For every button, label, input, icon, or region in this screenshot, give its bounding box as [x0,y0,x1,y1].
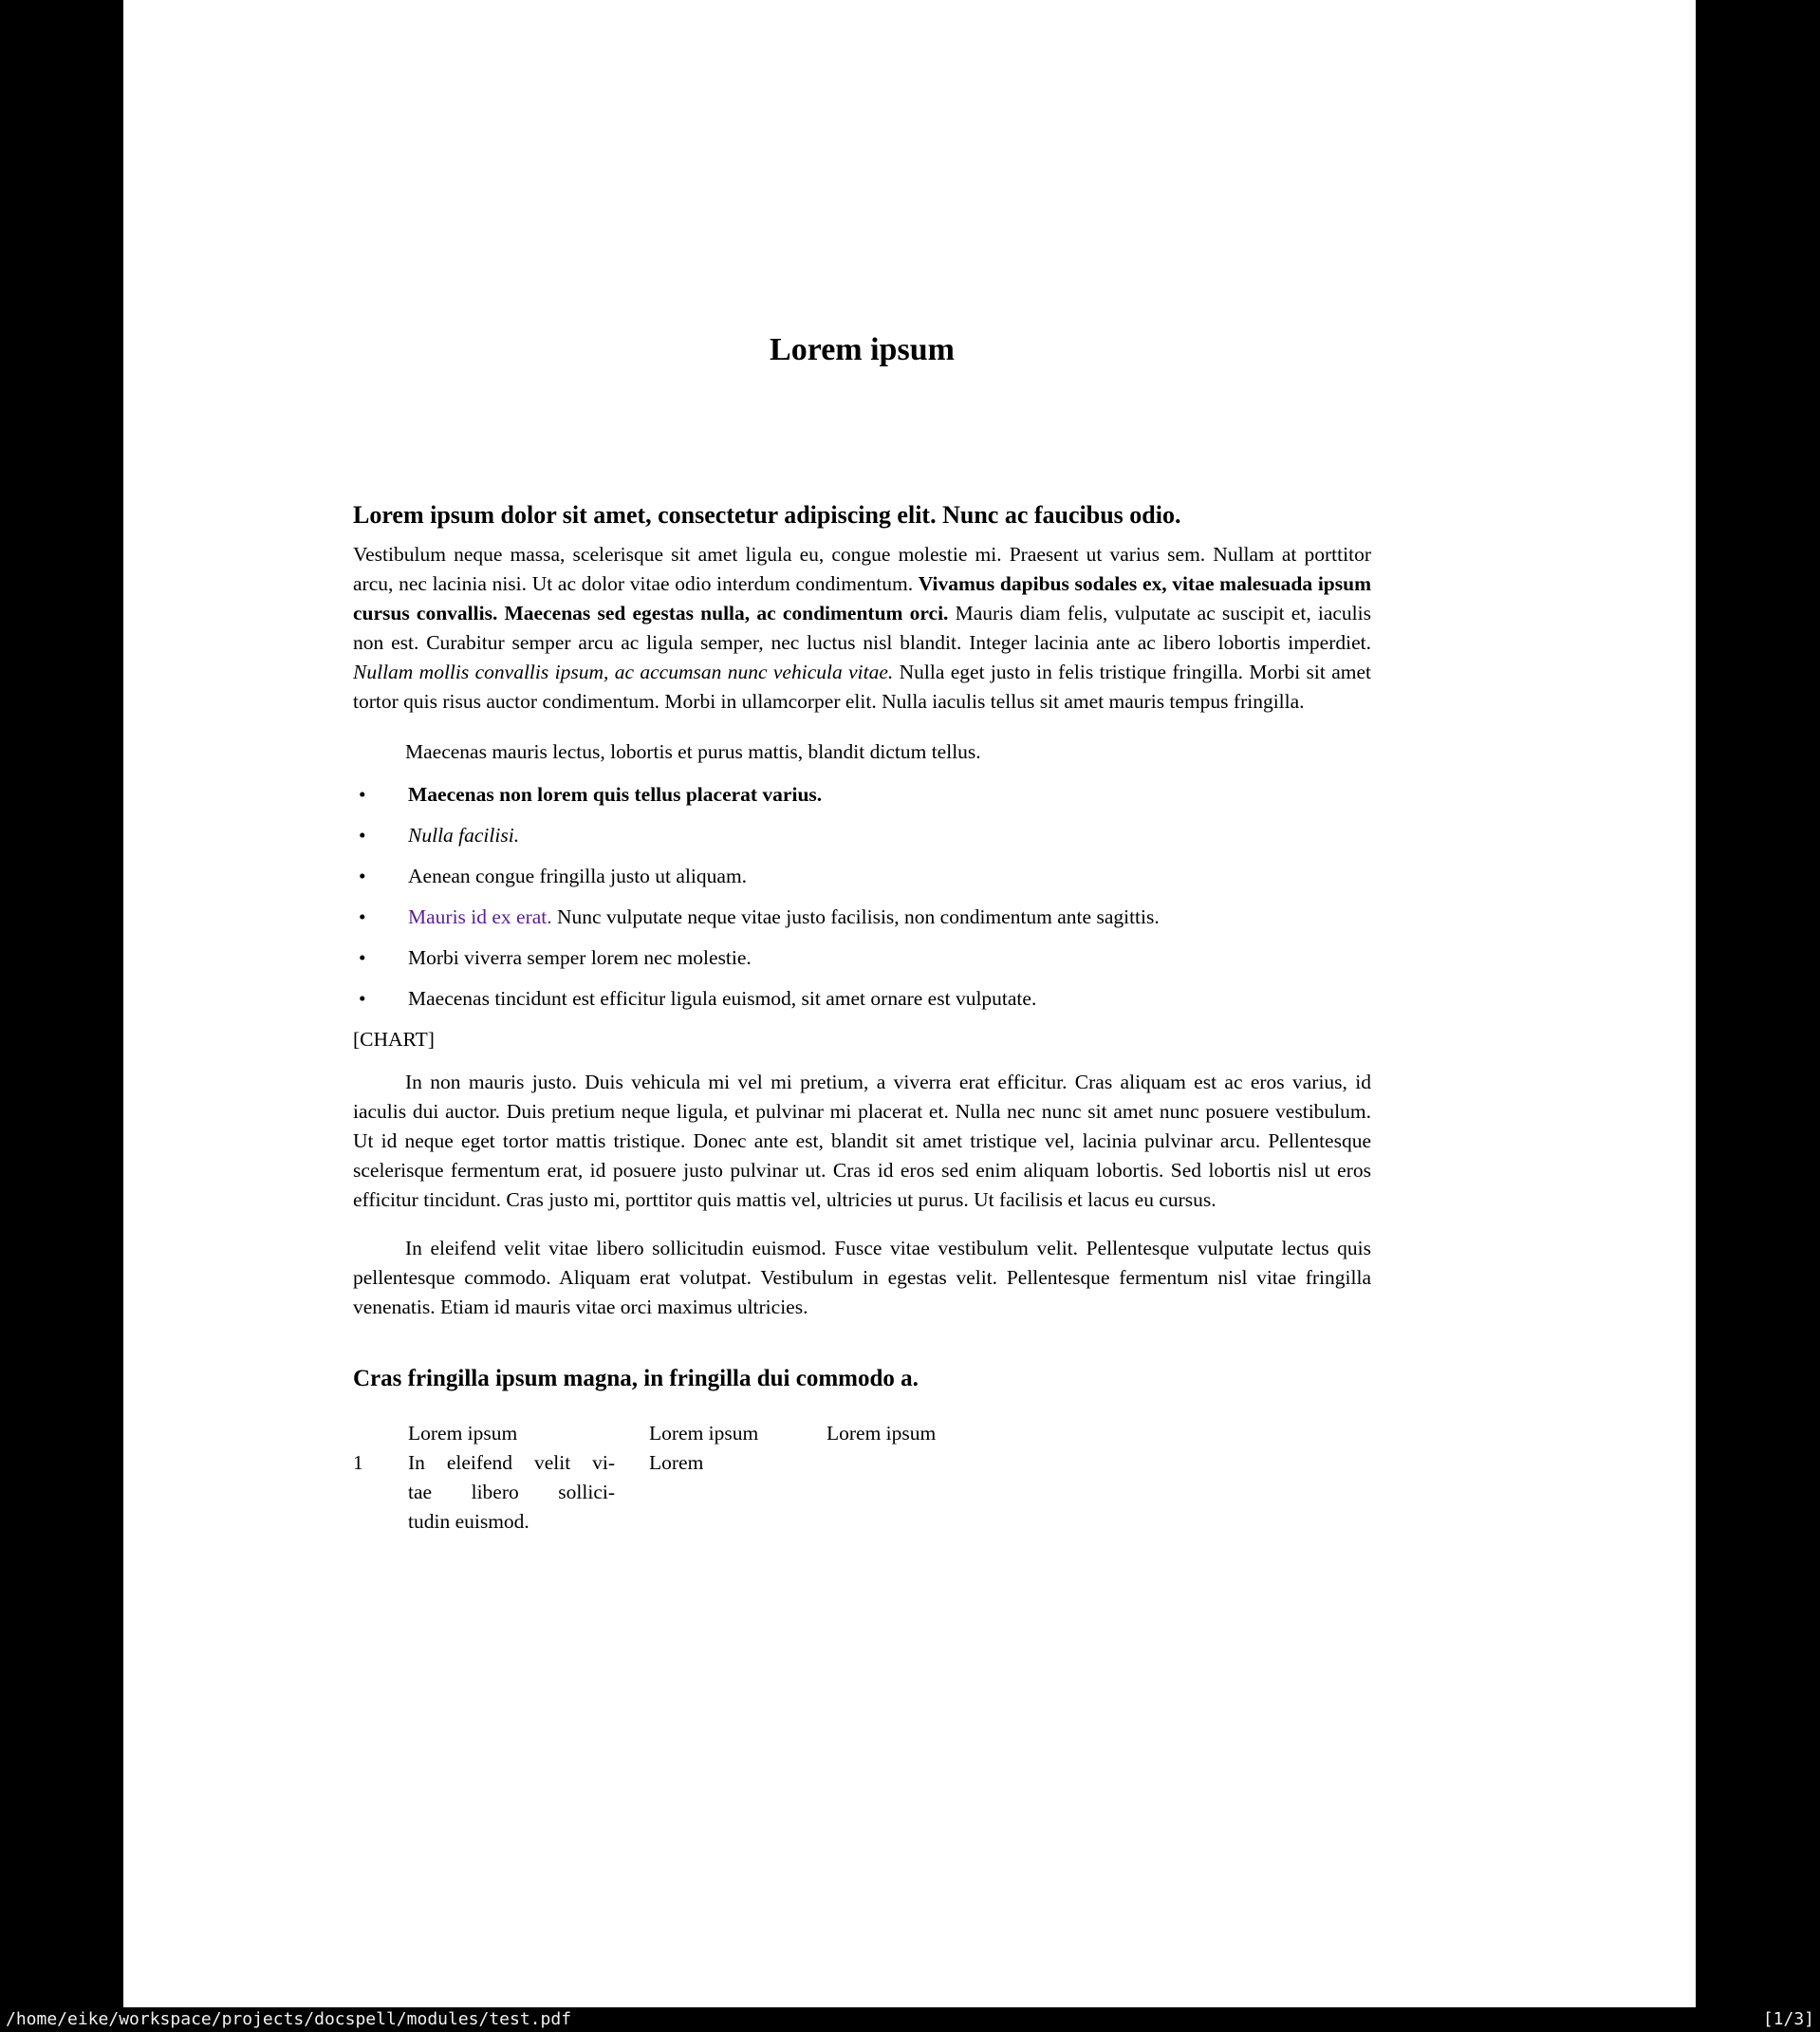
link-mauris-id-ex-erat[interactable]: Mauris id ex erat. [408,905,552,928]
bullet-text: Maecenas non lorem quis tellus placerat varius. [408,783,823,806]
table-cell [408,1448,649,1537]
table-header-cell: Lorem ipsum [649,1422,759,1445]
pdf-page [123,0,1696,2007]
bullet-marker-icon: • [359,905,366,928]
paragraph-segment: Mauris diam felis, vulputate ac suscipit et, iaculis non est. Curabitur semper arcu ac ligula semper, nec luctus nisl blandit. Integer lacinia ante ac libero lobortis imperdiet. [353,602,1371,654]
list-item [353,780,1371,810]
table-header-row [353,1419,1371,1448]
list-item [353,821,1371,850]
bullet-marker-icon: • [359,824,366,847]
status-bar [0,2007,1820,2032]
paragraph-segment: Nulla eget justo in felis tristique fringilla. Morbi sit amet tortor quis risus auctor condimentum. Morbi in ullamcorper elit. Nulla iaculis tellus sit amet mauris tempus fringilla. [353,661,1371,713]
table-header-cell: Lorem ipsum [408,1422,518,1445]
document-title: Lorem ipsum [770,332,955,367]
bullet-text: Nunc vulputate neque vitae justo facilisis, non condimentum ante sagittis. [551,905,1160,928]
bullet-text: Morbi viverra semper lorem nec molestie. [408,946,752,969]
table-cell-line: tudin euismod. [408,1510,529,1533]
paragraph-segment-italic: Nullam mollis convallis ipsum, ac accumsan nunc vehicula vitae. [353,661,894,683]
list-item [353,984,1371,1014]
section-heading: Lorem ipsum dolor sit amet, consectetur adipiscing elit. Nunc ac faucibus odio. [353,501,1181,529]
chart-placeholder-text: [CHART] [353,1028,435,1051]
document-table [353,1419,1371,1537]
bullet-text: Maecenas tincidunt est efficitur ligula euismod, sit amet ornare est vulputate. [408,987,1037,1010]
table-cell-line: tae libero sollici- [408,1481,615,1503]
bullet-marker-icon: • [359,987,366,1010]
list-item [353,903,1371,932]
paragraph-body-2: In non mauris justo. Duis vehicula mi vel mi pretium, a viverra erat efficitur. Cras aliquam est ac eros varius, id iaculis dui auctor. Duis pretium neque ligula, et pulvinar mi placerat et. Nulla nec nunc sit amet nunc posuere vestibulum. Ut id neque eget tortor mattis tristique. Donec ante est, blandit sit amet tristique vel, lacinia pulvinar arcu. Pellentesque scelerisque fermentum erat, id posuere justo pulvinar ut. Cras id eros sed enim aliquam lobortis. Sed lobortis nisl ut eros efficitur tincidunt. Cras justo mi, porttitor quis mattis vel, ultricies ut purus. Ut facilisis et lacus eu cursus. [353,1071,1371,1211]
list-item [353,862,1371,891]
table-cell: Lorem [649,1451,704,1474]
page-indicator: [1/3] [1762,2009,1814,2029]
bullet-marker-icon: • [359,783,366,806]
table-cell-text [408,1448,615,1537]
table-cell-line: In eleifend velit vi- [408,1451,615,1474]
paragraph-short: Maecenas mauris lectus, lobortis et purus mattis, blandit dictum tellus. [405,740,981,763]
paragraph-body-3: In eleifend velit vitae libero sollicitudin euismod. Fusce vitae vestibulum velit. Pellentesque vulputate lectus quis pellentesque commodo. Aliquam erat volutpat. Vestibulum in egestas velit. Pellentesque fermentum nisl vitae fringilla venenatis. Etiam id mauris vitae orci maximus ultricies. [353,1237,1371,1318]
file-path: /home/eike/workspace/projects/docspell/modules/test.pdf [6,2009,572,2029]
paragraph-segment: Vestibulum neque massa, scelerisque sit amet ligula eu, congue molestie mi. Praesent ut varius sem. Nullam at porttitor arcu, nec lacinia nisi. Ut ac dolor vitae odio interdum condimentum. [353,543,1371,595]
table-header-cell-empty [353,1419,408,1448]
table-cell [826,1448,1371,1537]
bullet-text: Nulla facilisi. [408,824,520,847]
bullet-text: Aenean congue fringilla justo ut aliquam. [408,865,748,887]
list-item [353,943,1371,973]
table-header-cell: Lorem ipsum [826,1422,937,1445]
bullet-list [353,780,1371,1014]
paragraph-intro [353,540,1371,717]
row-number-cell: 1 [353,1451,363,1474]
bullet-marker-icon: • [359,865,366,887]
paragraph-segment-bold: Vivamus dapibus sodales ex, vitae malesuada ipsum cursus convallis. Maecenas sed egestas nulla, ac condimentum orci. [353,572,1371,625]
bullet-marker-icon: • [359,946,366,969]
table-row [353,1448,1371,1537]
page-text-block [353,0,1371,1537]
subsection-heading: Cras fringilla ipsum magna, in fringilla dui commodo a. [353,1366,919,1391]
